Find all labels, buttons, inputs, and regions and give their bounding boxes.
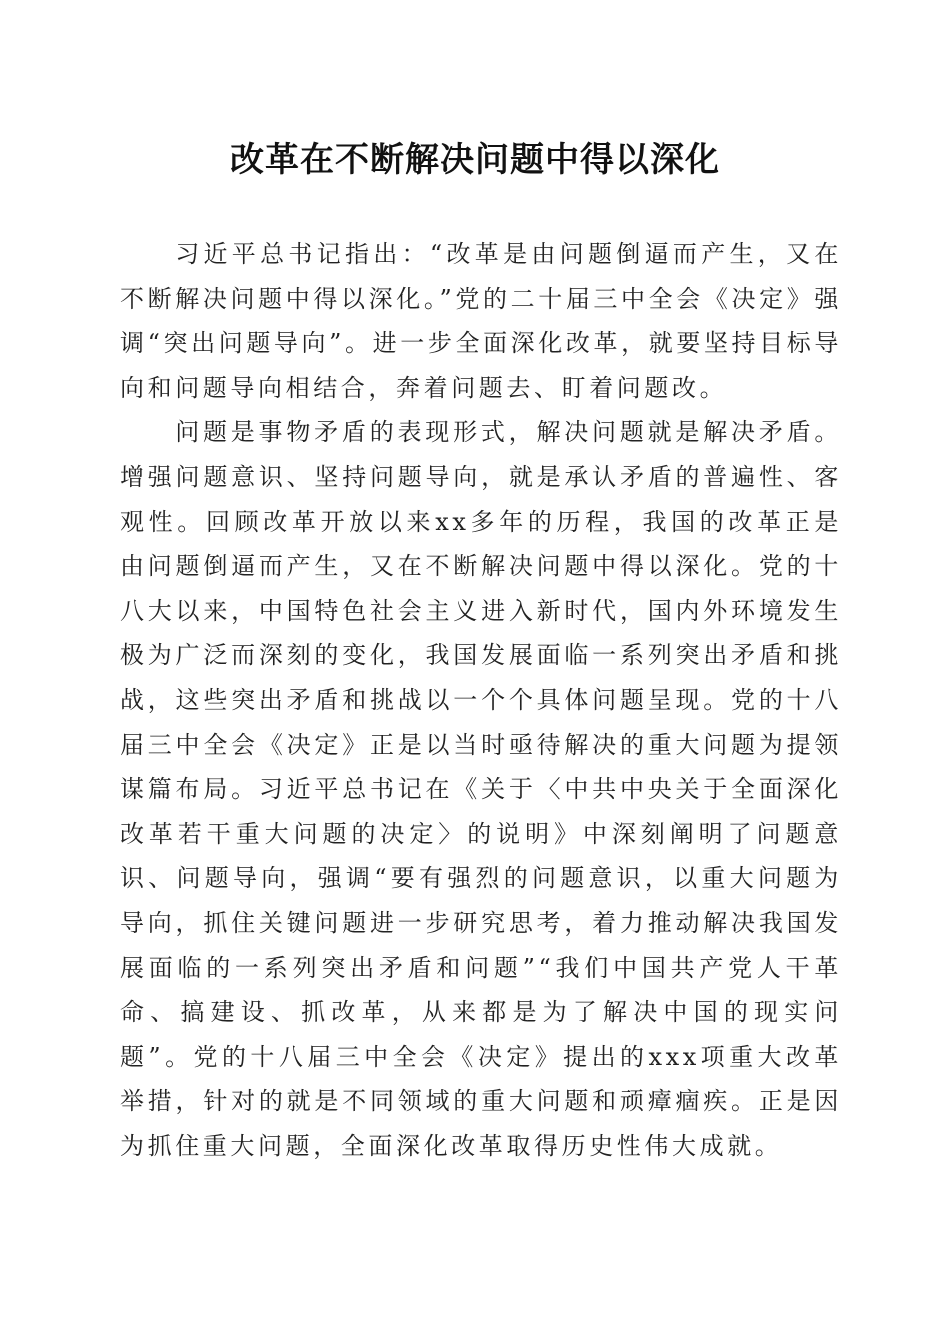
document-title: 改革在不断解决问题中得以深化 (230, 140, 720, 180)
paragraph-1: 习近平总书记指出：“改革是由问题倒逼而产生，又在不断解决问题中得以深化。”党的二十届三中全会《决定》强调“突出问题导向”。进一步全面深化改革，就要坚持目标导向和问题导向相结合，奔着问题去、盯着问题改。 (120, 240, 842, 402)
document-body (120, 232, 842, 1168)
paragraph-2: 问题是事物矛盾的表现形式，解决问题就是解决矛盾。增强问题意识、坚持问题导向，就是承认矛盾的普遍性、客观性。回顾改革开放以来xx多年的历程，我国的改革正是由问题倒逼而产生，又在不断解决问题中得以深化。党的十八大以来，中国特色社会主义进入新时代，国内外环境发生极为广泛而深刻的变化，我国发展面临一系列突出矛盾和挑战，这些突出矛盾和挑战以一个个具体问题呈现。党的十八届三中全会《决定》正是以当时亟待解决的重大问题为提领谋篇布局。习近平总书记在《关于〈中共中央关于全面深化改革若干重大问题的决定〉的说明》中深刻阐明了问题意识、问题导向，强调“要有强烈的问题意识，以重大问题为导向，抓住关键问题进一步研究思考，着力推动解决我国发展面临的一系列突出矛盾和问题”“我们中国共产党人干革命、搞建设、抓改革，从来都是为了解决中国的现实问题”。党的十八届三中全会《决定》提出的xxx项重大改革举措，针对的就是不同领域的重大问题和顽瘴痼疾。正是因为抓住重大问题，全面深化改革取得历史性伟大成就。 (120, 418, 842, 1160)
